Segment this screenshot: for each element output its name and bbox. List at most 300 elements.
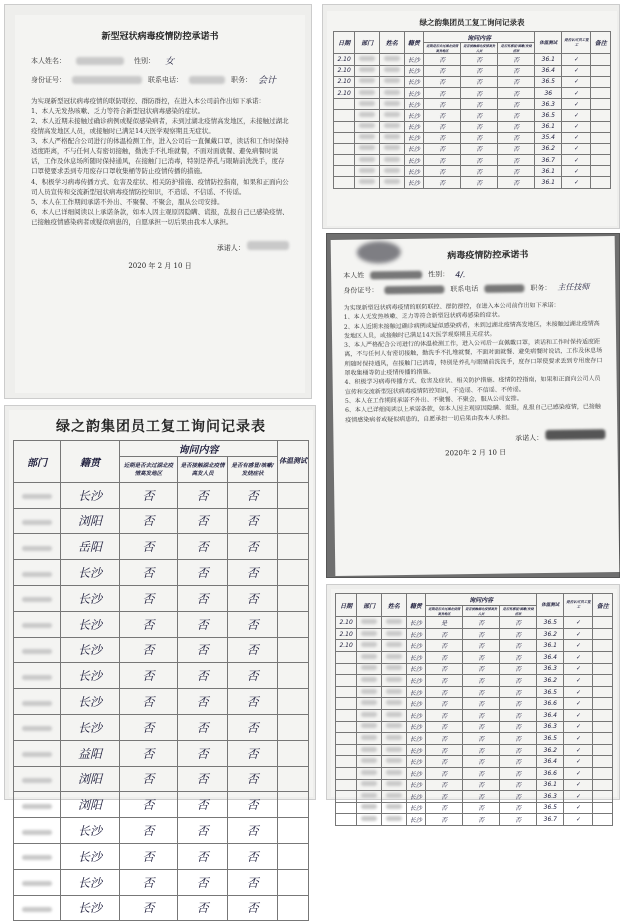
hubei-contact-cell: 否 (461, 166, 498, 177)
note-cell (593, 675, 613, 687)
redacted-cell (379, 54, 404, 65)
redacted-cell (381, 721, 406, 733)
sub-hubei-contact: 是否接触湖北疫情高发人员 (461, 43, 498, 54)
record-br-table (335, 593, 613, 826)
redacted-cell (379, 87, 404, 98)
redacted-value (22, 597, 52, 602)
date-cell (336, 791, 357, 803)
table-row (14, 482, 309, 508)
table-row (334, 99, 611, 110)
table-row (336, 779, 613, 791)
hubei-contact-cell: 否 (177, 663, 228, 689)
note-cell (593, 709, 613, 721)
approve-cell: ✓ (564, 628, 593, 640)
hubei-visit-cell: 否 (426, 814, 463, 826)
redacted-cell (14, 714, 61, 740)
job-label: 职务： (231, 75, 252, 84)
date-cell (336, 756, 357, 768)
hubei-contact-cell: 否 (463, 802, 500, 814)
record-small-table (333, 31, 611, 189)
redacted-cell (14, 689, 61, 715)
col-name: 姓名 (379, 32, 404, 54)
redacted-value (384, 90, 400, 95)
hubei-contact-cell: 否 (461, 121, 498, 132)
hubei-contact-cell: 否 (463, 651, 500, 663)
temp-cell: 36.6 (537, 767, 564, 779)
temp-cell: 36.1 (537, 640, 564, 652)
redacted-cell (357, 628, 382, 640)
temp-cell: 36.4 (535, 65, 562, 76)
table-row (14, 792, 309, 818)
redacted-value (386, 735, 402, 740)
col-origin: 籍贯 (61, 441, 120, 483)
symptoms-cell: 否 (228, 534, 278, 560)
origin-cell: 岳阳 (61, 534, 120, 560)
hubei-contact-cell: 否 (177, 637, 228, 663)
origin-cell: 长沙 (404, 177, 424, 188)
hubei-contact-cell: 否 (463, 663, 500, 675)
signer-label: 承诺人： (216, 243, 245, 252)
symptoms-cell: 否 (500, 721, 537, 733)
pledge-date: 2020 年 2 月 10 日 (128, 261, 192, 270)
col-temp: 体温测试 (535, 32, 562, 54)
redacted-cell (357, 651, 382, 663)
table-row (14, 560, 309, 586)
redacted-value (359, 179, 375, 184)
redacted-value (22, 520, 52, 525)
record-br-sheet (331, 589, 617, 825)
redacted-cell (357, 791, 382, 803)
record-large-table (13, 440, 309, 921)
hubei-visit-cell: 否 (426, 686, 463, 698)
redacted-cell (355, 87, 380, 98)
redacted-cell (381, 617, 406, 629)
redacted-cell (381, 779, 406, 791)
symptoms-cell: 否 (228, 663, 278, 689)
temp-cell: 36.4 (537, 756, 564, 768)
origin-cell: 长沙 (61, 482, 120, 508)
temp-cell: 36.3 (537, 721, 564, 733)
sub-hubei-visit: 近期是否去过湖北疫情高发地区 (120, 457, 178, 483)
temp-cell (277, 585, 308, 611)
redacted-value (22, 494, 52, 499)
date-cell (336, 779, 357, 791)
redacted-cell (357, 698, 382, 710)
redacted-value (361, 804, 377, 809)
temp-cell (277, 637, 308, 663)
redacted-value (386, 677, 402, 682)
temp-cell (277, 714, 308, 740)
origin-cell: 长沙 (404, 87, 424, 98)
table-row (14, 895, 309, 921)
hubei-visit-cell: 否 (426, 733, 463, 745)
pledge2-date: 2020年 2 月 10 日 (445, 448, 507, 458)
table-row (14, 766, 309, 792)
hubei-contact-cell: 否 (463, 628, 500, 640)
redacted-value (359, 78, 375, 83)
symptoms-cell: 否 (228, 637, 278, 663)
hubei-visit-cell: 否 (120, 663, 178, 689)
date-cell: 2.10 (334, 54, 355, 65)
redacted-cell (379, 121, 404, 132)
redacted-value (22, 855, 52, 860)
table-row (14, 663, 309, 689)
note-cell (593, 802, 613, 814)
redacted-cell (379, 132, 404, 143)
origin-cell: 长沙 (406, 686, 426, 698)
pledge-photo (4, 4, 312, 399)
symptoms-cell: 否 (228, 895, 278, 921)
hubei-contact-cell: 否 (463, 733, 500, 745)
col-temp: 体温测试 (277, 441, 308, 483)
table-row (336, 617, 613, 629)
symptoms-cell: 否 (500, 628, 537, 640)
origin-cell: 浏阳 (61, 766, 120, 792)
col-approve: 是否认可员工复工 (562, 32, 591, 54)
temp-cell: 36.5 (537, 733, 564, 745)
date-cell: 2.10 (334, 76, 355, 87)
sub-hubei-visit: 近期是否去过湖北疫情高发地区 (424, 43, 461, 54)
note-cell (593, 686, 613, 698)
note-cell (591, 143, 611, 154)
hubei-visit-cell: 否 (424, 65, 461, 76)
redacted-cell (381, 675, 406, 687)
col-dept: 部门 (355, 32, 380, 54)
temp-cell: 36.2 (535, 143, 562, 154)
origin-cell: 长沙 (404, 65, 424, 76)
note-cell (593, 617, 613, 629)
redacted-cell (381, 663, 406, 675)
redacted-value (359, 157, 375, 162)
symptoms-cell: 否 (228, 792, 278, 818)
hubei-contact-cell: 否 (177, 818, 228, 844)
hubei-visit-cell: 否 (120, 560, 178, 586)
approve-cell: ✓ (564, 779, 593, 791)
redacted-cell (357, 675, 382, 687)
redacted-cell (357, 767, 382, 779)
sub-symptoms: 是否有感冒/咳嗽/发烧症状 (228, 457, 278, 483)
symptoms-cell: 否 (228, 585, 278, 611)
approve-cell: ✓ (564, 617, 593, 629)
pledge2-item: 4、积极学习病毒传播方式、危害及症状、相关防护措施、疫情防控指南，如果和正面向公司人员宣传和交流新型冠状病毒疫情防控知识，不造谣、不信谣、不传谣。 (344, 375, 601, 396)
job-value: 会计 (258, 76, 277, 86)
hubei-visit-cell: 否 (426, 651, 463, 663)
origin-cell: 长沙 (61, 714, 120, 740)
note-cell (593, 640, 613, 652)
hubei-contact-cell: 否 (177, 508, 228, 534)
note-cell (591, 121, 611, 132)
redacted-value (359, 134, 375, 139)
redacted-cell (379, 143, 404, 154)
symptoms-cell: 否 (498, 121, 535, 132)
redacted-value (359, 56, 375, 61)
hubei-visit-cell: 否 (120, 895, 178, 921)
hubei-visit-cell: 否 (120, 585, 178, 611)
table-row (334, 143, 611, 154)
table-row (336, 744, 613, 756)
signature-redacted (247, 241, 289, 250)
hubei-visit-cell: 否 (424, 177, 461, 188)
symptoms-cell: 否 (500, 744, 537, 756)
hubei-contact-cell: 否 (461, 65, 498, 76)
origin-cell: 长沙 (406, 733, 426, 745)
note-cell (591, 99, 611, 110)
redacted-cell (14, 585, 61, 611)
redacted-cell (355, 143, 380, 154)
hubei-contact-cell: 否 (463, 686, 500, 698)
temp-cell: 36.7 (535, 155, 562, 166)
redacted-value (22, 778, 52, 783)
date-cell (334, 132, 355, 143)
redacted-cell (355, 132, 380, 143)
redacted-value (361, 677, 377, 682)
pledge-item: 5、本人在工作期间承诺不外出、不聚餐、不聚会，服从公司安排。 (31, 197, 224, 206)
date-cell (336, 744, 357, 756)
record-large-title: 绿之韵集团员工复工询问记录表 (56, 419, 266, 435)
origin-cell: 长沙 (404, 166, 424, 177)
col-date: 日期 (336, 594, 357, 617)
note-cell (593, 698, 613, 710)
redacted-value (386, 631, 402, 636)
date-cell (336, 721, 357, 733)
redacted-value (361, 642, 377, 647)
redacted-cell (355, 121, 380, 132)
hubei-visit-cell: 否 (426, 744, 463, 756)
table-row (14, 714, 309, 740)
date-cell: 2.10 (336, 628, 357, 640)
symptoms-cell: 否 (500, 709, 537, 721)
id-label: 身份证号： (343, 285, 379, 295)
symptoms-cell: 否 (500, 791, 537, 803)
redacted-cell (355, 177, 380, 188)
table-row (336, 733, 613, 745)
redacted-value (22, 675, 52, 680)
table-row (14, 637, 309, 663)
hubei-visit-cell: 否 (424, 132, 461, 143)
sub-symptoms: 是否有感冒/咳嗽/发烧症状 (500, 605, 537, 617)
approve-cell: ✓ (562, 76, 591, 87)
redacted-cell (379, 177, 404, 188)
origin-cell: 长沙 (404, 99, 424, 110)
temp-cell: 36.4 (537, 709, 564, 721)
hubei-visit-cell: 否 (424, 110, 461, 121)
hubei-visit-cell: 否 (426, 802, 463, 814)
note-cell (593, 651, 613, 663)
approve-cell: ✓ (562, 87, 591, 98)
record-large-photo (4, 405, 316, 916)
date-cell: 2.10 (334, 65, 355, 76)
hubei-contact-cell: 否 (463, 767, 500, 779)
hubei-contact-cell: 否 (461, 99, 498, 110)
origin-cell: 长沙 (61, 637, 120, 663)
origin-cell: 长沙 (61, 895, 120, 921)
origin-cell: 长沙 (406, 779, 426, 791)
temp-cell: 36.5 (535, 76, 562, 87)
hubei-visit-cell: 否 (426, 767, 463, 779)
hubei-contact-cell: 否 (463, 814, 500, 826)
table-row (336, 675, 613, 687)
origin-cell: 长沙 (61, 689, 120, 715)
hubei-contact-cell: 否 (177, 560, 228, 586)
redacted-value (386, 793, 402, 798)
redacted-cell (381, 640, 406, 652)
redacted-cell (14, 766, 61, 792)
date-cell (334, 110, 355, 121)
redacted-value (386, 689, 402, 694)
redacted-cell (14, 508, 61, 534)
name-label: 本人姓名： (31, 56, 66, 65)
pledge2-item: 6、本人已详细阅读以上承诺条款，如本人因主观原因隐瞒、谎报，乱报自己已感染疫情，已接触疫情感染病者或疑似病患的，自愿承担一切后果由我本人承担。 (345, 403, 601, 424)
symptoms-cell: 否 (498, 132, 535, 143)
col-dept: 部门 (357, 594, 382, 617)
approve-cell: ✓ (564, 698, 593, 710)
hubei-visit-cell: 否 (424, 54, 461, 65)
table-row (336, 767, 613, 779)
redacted-cell (357, 663, 382, 675)
redacted-value (361, 689, 377, 694)
symptoms-cell: 否 (498, 110, 535, 121)
redacted-cell (381, 744, 406, 756)
temp-cell (277, 869, 308, 895)
redacted-cell (381, 651, 406, 663)
redacted-cell (355, 65, 380, 76)
symptoms-cell: 否 (500, 733, 537, 745)
note-cell (591, 110, 611, 121)
hubei-contact-cell: 否 (177, 792, 228, 818)
redacted-value (22, 701, 52, 706)
approve-cell: ✓ (564, 733, 593, 745)
note-cell (593, 814, 613, 826)
origin-cell: 浏阳 (61, 508, 120, 534)
temp-cell: 36.2 (537, 744, 564, 756)
redacted-cell (357, 617, 382, 629)
redacted-cell (14, 792, 61, 818)
origin-cell: 长沙 (406, 698, 426, 710)
symptoms-cell: 否 (228, 714, 278, 740)
redacted-value (386, 712, 402, 717)
hubei-contact-cell: 否 (461, 155, 498, 166)
date-cell: 2.10 (336, 640, 357, 652)
approve-cell: ✓ (564, 640, 593, 652)
hubei-visit-cell: 否 (426, 721, 463, 733)
note-cell (591, 54, 611, 65)
redacted-cell (381, 767, 406, 779)
redacted-value (22, 804, 52, 809)
hubei-visit-cell: 否 (424, 121, 461, 132)
approve-cell: ✓ (562, 177, 591, 188)
redacted-value (384, 179, 400, 184)
redacted-cell (357, 721, 382, 733)
note-cell (591, 177, 611, 188)
hubei-contact-cell: 否 (461, 87, 498, 98)
record-large-sheet (9, 410, 313, 916)
redacted-cell (14, 740, 61, 766)
origin-cell: 长沙 (406, 721, 426, 733)
table-row (14, 869, 309, 895)
symptoms-cell: 否 (498, 143, 535, 154)
symptoms-cell: 否 (500, 767, 537, 779)
redacted-cell (357, 814, 382, 826)
temp-cell (277, 689, 308, 715)
temp-cell (277, 663, 308, 689)
name-label: 本人姓 (343, 271, 365, 280)
redacted-value (384, 101, 400, 106)
hubei-contact-cell: 否 (461, 54, 498, 65)
origin-cell: 长沙 (61, 585, 120, 611)
table-row (14, 534, 309, 560)
pledge2-intro: 为实现新型冠状病毒疫情的联防联控、群防群控，在进入本公司前作出如下承诺： (343, 301, 560, 312)
pledge-item: 2、本人近期未接触过确诊病例或疑似感染病者，未到过湖北疫情高发地区，未接触过湖北疫情高发地区人员，或接触时已满足14天医学观察期且无症状。 (31, 117, 289, 136)
temp-cell: 36.6 (537, 698, 564, 710)
id-redacted (384, 285, 444, 294)
redacted-value (361, 747, 377, 752)
hubei-visit-cell: 否 (120, 689, 178, 715)
hubei-visit-cell: 否 (424, 155, 461, 166)
phone-label: 联系电话： (148, 75, 183, 84)
redacted-value (22, 546, 52, 551)
symptoms-cell: 否 (500, 651, 537, 663)
redacted-cell (14, 611, 61, 637)
symptoms-cell: 否 (228, 482, 278, 508)
temp-cell: 36.1 (535, 177, 562, 188)
hubei-contact-cell: 否 (461, 76, 498, 87)
redacted-value (359, 145, 375, 150)
redacted-cell (381, 686, 406, 698)
table-row (14, 689, 309, 715)
temp-cell: 36.4 (537, 651, 564, 663)
hubei-visit-cell: 否 (426, 709, 463, 721)
sub-hubei-contact: 是否接触湖北疫情高发人员 (177, 457, 228, 483)
symptoms-cell: 否 (500, 802, 537, 814)
temp-cell: 36.2 (537, 628, 564, 640)
col-origin: 籍贯 (406, 594, 426, 617)
approve-cell: ✓ (562, 132, 591, 143)
hubei-contact-cell: 否 (463, 721, 500, 733)
symptoms-cell: 否 (228, 843, 278, 869)
origin-cell: 长沙 (404, 143, 424, 154)
date-cell (336, 698, 357, 710)
temp-cell: 36.5 (535, 110, 562, 121)
hubei-contact-cell: 否 (463, 756, 500, 768)
note-cell (593, 744, 613, 756)
redacted-value (384, 157, 400, 162)
temp-cell (277, 818, 308, 844)
origin-cell: 长沙 (404, 110, 424, 121)
origin-cell: 长沙 (404, 121, 424, 132)
origin-cell: 长沙 (61, 843, 120, 869)
temp-cell: 36.7 (537, 814, 564, 826)
redacted-value (361, 654, 377, 659)
symptoms-cell: 否 (228, 508, 278, 534)
table-row (14, 508, 309, 534)
table-row (336, 802, 613, 814)
temp-cell (277, 611, 308, 637)
hubei-visit-cell: 否 (120, 637, 178, 663)
redacted-value (359, 67, 375, 72)
symptoms-cell: 否 (500, 640, 537, 652)
redacted-value (22, 881, 52, 886)
origin-cell: 长沙 (61, 818, 120, 844)
redacted-cell (357, 686, 382, 698)
table-row (334, 132, 611, 143)
redacted-cell (381, 756, 406, 768)
redacted-value (361, 665, 377, 670)
redacted-cell (381, 791, 406, 803)
hubei-contact-cell: 否 (461, 143, 498, 154)
redacted-cell (355, 54, 380, 65)
origin-cell: 益阳 (61, 740, 120, 766)
approve-cell: ✓ (564, 686, 593, 698)
